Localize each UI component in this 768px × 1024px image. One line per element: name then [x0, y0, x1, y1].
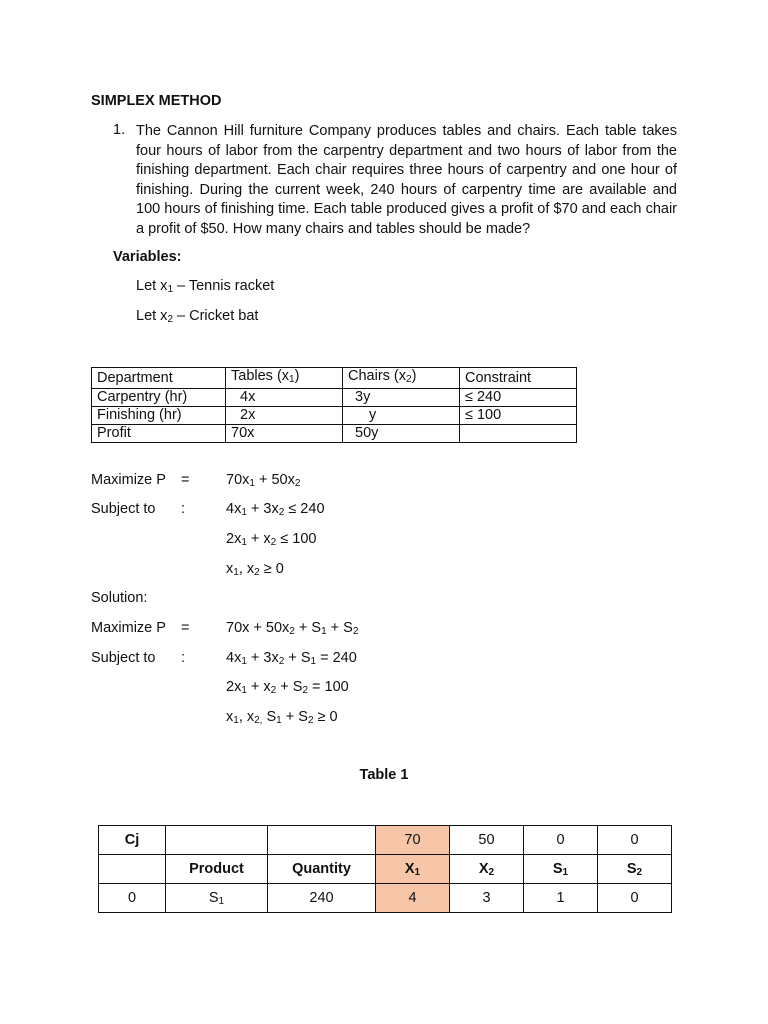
table-cell: ≤ 100 — [460, 407, 577, 425]
table-cell: 50y — [343, 425, 460, 443]
expr-subscript: 2 — [254, 567, 260, 578]
page-heading: SIMPLEX METHOD — [91, 93, 222, 109]
expr-term: + 3x — [246, 650, 279, 666]
header-cell: Constraint — [460, 368, 577, 389]
cj-row — [99, 826, 672, 855]
variable-description: – Cricket bat — [173, 308, 259, 324]
pivot-column-cell: 4 — [376, 884, 450, 913]
table-cell: 0 — [524, 826, 598, 855]
table1-title: Table 1 — [359, 767, 409, 783]
simplex-table — [98, 825, 672, 913]
expr-term: + 3x — [246, 501, 279, 517]
solution-constraint-3 — [226, 709, 338, 726]
expr-subscript: 2 — [270, 685, 277, 696]
expr-term: = 100 — [308, 679, 349, 695]
expr-term: 2x — [226, 679, 242, 695]
expr-term: + x — [246, 531, 271, 547]
variable-subscript: 2 — [167, 314, 173, 325]
expr-term: ≥ 0 — [259, 561, 284, 577]
table-cell: 2x — [226, 407, 343, 425]
expr-term: ≤ 240 — [284, 501, 325, 517]
expr-term: 70x — [226, 472, 250, 488]
table-cell — [166, 826, 268, 855]
header-cell: Department — [92, 368, 226, 389]
header-cell: Chairs $(x_2)$ — [343, 368, 460, 389]
constraint-nonnegative — [226, 561, 284, 578]
table-cell: 3y — [343, 389, 460, 407]
expr-term: 70x + 50x — [226, 620, 290, 636]
expr-subscript: 1 — [321, 626, 327, 637]
expr-term: + S — [281, 709, 308, 725]
problem-text: The Cannon Hill furniture Company produces tables and chairs. Each table takes four hours of labor from the carpentry department and two hours of labor from the finishing department. Each chair requires three hours of carpentry and one hour of finishing. During the current week, 240 hours of carpentry time are available and 100 hours of finishing time. Each table produced gives a profit of $70 and each chair a profit of $50. How many chairs and tables should be made? — [136, 123, 677, 237]
var-letter: X — [404, 860, 415, 877]
solution-label: Solution: — [91, 590, 148, 606]
var-letter: S — [552, 860, 563, 877]
expr-term: ≤ 100 — [276, 531, 317, 547]
table-cell: 240 — [268, 884, 376, 913]
variable-description: – Tennis racket — [173, 278, 275, 294]
expr-subscript: 1 — [241, 656, 247, 667]
expr-term: ≥ 0 — [313, 709, 338, 725]
table-cell: Product — [166, 855, 268, 884]
colon-sign: : — [181, 501, 186, 517]
expr-subscript: 2 — [289, 626, 295, 637]
var-subscript: 1 — [218, 895, 225, 907]
table-header-row — [92, 368, 577, 389]
table-cell: 0 — [598, 884, 672, 913]
expr-subscript: 1 — [310, 656, 317, 667]
var-subscript: 2 — [488, 866, 495, 878]
table-cell: y — [343, 407, 460, 425]
header-cell: Tables $(x_1)$ — [226, 368, 343, 389]
var-subscript: 2 — [636, 866, 643, 878]
variable-x2 — [136, 308, 258, 325]
expr-term: x — [226, 709, 234, 725]
expr-term: + x — [246, 679, 271, 695]
expr-term: 2x — [226, 531, 242, 547]
var-letter: S — [626, 860, 637, 877]
var-letter: S — [208, 889, 219, 906]
table-cell: ≤ 240 — [460, 389, 577, 407]
expr-subscript: 1 — [241, 507, 247, 518]
table-cell: Profit — [92, 425, 226, 443]
pivot-column-cell — [376, 855, 450, 884]
expr-term: x — [226, 561, 234, 577]
table-cell — [524, 855, 598, 884]
expr-subscript: 2 — [352, 626, 359, 637]
var-letter: X — [478, 860, 489, 877]
table-cell: 70x — [226, 425, 343, 443]
equals-sign: = — [181, 620, 190, 636]
expr-subscript: 2 — [278, 507, 285, 518]
table-cell: Carpentry (hr) — [92, 389, 226, 407]
expr-term: + S — [294, 620, 322, 636]
expr-subscript: 1 — [241, 685, 247, 696]
expr-term: , x — [238, 709, 255, 725]
expr-subscript: 2 — [307, 715, 314, 726]
department-table — [91, 367, 577, 443]
variable-prefix: Let x — [136, 278, 168, 294]
table-cell — [450, 855, 524, 884]
maximize-label: Maximize P — [91, 472, 166, 488]
table-cell — [598, 855, 672, 884]
expr-subscript: 2 — [278, 656, 285, 667]
expr-term: + S — [276, 679, 303, 695]
table-cell: 0 — [99, 884, 166, 913]
table-cell: Quantity — [268, 855, 376, 884]
expr-term: + 50x — [254, 472, 295, 488]
subject-to-label: Subject to — [91, 650, 156, 666]
expr-subscript: 2 — [294, 478, 301, 489]
expr-subscript: 1 — [249, 478, 255, 489]
expr-subscript: 1 — [276, 715, 282, 726]
var-subscript: 1 — [562, 866, 569, 878]
table-cell — [99, 855, 166, 884]
variable-x1 — [136, 278, 274, 295]
table-cell: 4x — [226, 389, 343, 407]
expr-term: = 240 — [316, 650, 357, 666]
table-cell — [268, 826, 376, 855]
problem-number: 1. — [113, 122, 126, 138]
table-cell: 1 — [524, 884, 598, 913]
expr-term: + S — [284, 650, 311, 666]
variables-label: Variables: — [113, 249, 182, 265]
constraint-finishing — [226, 531, 316, 548]
table-row — [92, 389, 577, 407]
objective-expression — [226, 472, 300, 489]
constraint-carpentry — [226, 501, 325, 518]
maximize-label: Maximize P — [91, 620, 166, 636]
table-cell: Cj — [99, 826, 166, 855]
variable-subscript: 1 — [167, 284, 173, 295]
header-row — [99, 855, 672, 884]
expr-term: + S — [326, 620, 353, 636]
subject-to-label: Subject to — [91, 501, 156, 517]
expr-term: , x — [238, 561, 255, 577]
pivot-column-cell: 70 — [376, 826, 450, 855]
var-subscript: 1 — [414, 866, 421, 878]
expr-term: 4x — [226, 650, 242, 666]
table-row — [99, 884, 672, 913]
table-row — [92, 425, 577, 443]
expr-subscript: 2 — [270, 537, 277, 548]
table-cell: 0 — [598, 826, 672, 855]
expr-term: S — [262, 709, 277, 725]
expr-subscript: 2, — [254, 715, 263, 726]
table-cell — [166, 884, 268, 913]
solution-constraint-2 — [226, 679, 349, 696]
expr-subscript: 1 — [233, 567, 239, 578]
table-cell: 3 — [450, 884, 524, 913]
equals-sign: = — [181, 472, 190, 488]
expr-term: 4x — [226, 501, 242, 517]
expr-subscript: 1 — [233, 715, 239, 726]
table-cell — [460, 425, 577, 443]
table-cell: 50 — [450, 826, 524, 855]
solution-objective — [226, 620, 358, 637]
colon-sign: : — [181, 650, 186, 666]
expr-subscript: 1 — [241, 537, 247, 548]
variable-prefix: Let x — [136, 308, 168, 324]
table-cell: Finishing (hr) — [92, 407, 226, 425]
solution-constraint-1 — [226, 650, 357, 667]
expr-subscript: 2 — [302, 685, 308, 696]
table-row — [92, 407, 577, 425]
